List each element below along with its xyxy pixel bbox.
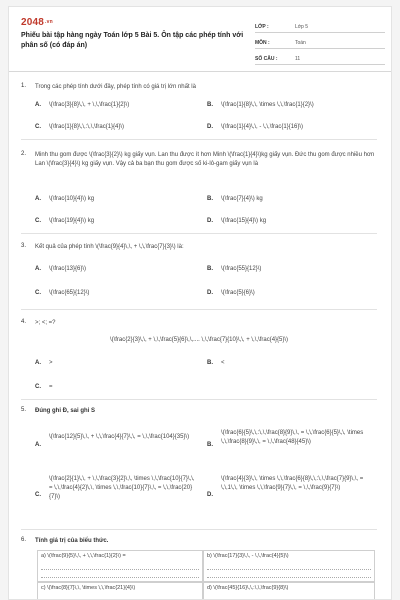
option-letter: D. (207, 290, 213, 296)
meta-label: SỐ CÂU : (255, 56, 278, 62)
meta-value: Lớp 5 (295, 24, 309, 30)
question-text: Kết quả của phép tính \(\frac{9}{4}\,\, + \,\,\frac{7}{3}\) là: (35, 244, 184, 250)
option-text: \(\frac{7}{4}\) kg (221, 196, 263, 202)
option-text: \(\frac{1}{4}\,\, - \,\,\frac{1}{16}\) (221, 124, 304, 130)
option-letter: B. (207, 360, 213, 366)
question-text: Trong các phép tính dưới đây, phép tính có giá trị lớn nhất là (35, 84, 196, 90)
site-logo[interactable] (21, 17, 53, 28)
calc-cell-d[interactable] (203, 582, 375, 600)
question-number: 6. (21, 537, 27, 543)
question-number: 5. (21, 407, 27, 413)
worksheet-header (9, 7, 391, 72)
answer-line (207, 577, 371, 578)
option-letter: B. (207, 102, 213, 108)
meta-row-count (255, 49, 385, 65)
option-text: < (221, 360, 225, 366)
option-text: \(\frac{1}{8}\,\,:\,\,\frac{1}{4}\) (49, 124, 125, 130)
option-letter: C. (35, 492, 41, 498)
question-text: >; <; =? (35, 320, 56, 326)
option-letter: A. (35, 360, 41, 366)
divider (21, 529, 377, 530)
answer-line (41, 569, 199, 570)
question-text: Đúng ghi Đ, sai ghi S (35, 408, 95, 414)
option-text: \(\frac{6}{5}\,\,:\,\,\frac{8}{9}\,\, = \,\,\frac{6}{5}\,\, \times \,\,\frac{8}{9}\,\, = \,\,\frac{48}{45}\) (221, 430, 364, 445)
question-number: 4. (21, 319, 27, 325)
option-letter: C. (35, 218, 41, 224)
option-text: \(\frac{13}{6}\) (49, 266, 87, 272)
option-text: \(\frac{10}{4}\) kg (49, 196, 95, 202)
option-text: > (49, 360, 53, 366)
option-text: \(\frac{5}{6}\) (221, 290, 255, 296)
option-letter: D. (207, 492, 213, 498)
divider (21, 233, 377, 234)
logo-tld: .vn (45, 19, 53, 26)
worksheet-meta (255, 17, 385, 65)
option-letter: A. (35, 266, 41, 272)
option-letter: A. (35, 196, 41, 202)
worksheet-page (8, 6, 392, 600)
divider (21, 399, 377, 400)
meta-row-class (255, 17, 385, 33)
option-text: \(\frac{55}{12}\) (221, 266, 262, 272)
option-text: \(\frac{1}{8}\,\, \times \,\,\frac{1}{2}\) (221, 102, 314, 108)
calc-cell-label: a) \(\frac{9}{5}\,\, + \,\,\frac{1}{2}\) = (41, 553, 126, 559)
question-text: Tính giá trị của biểu thức. (35, 538, 109, 544)
calc-cell-c[interactable] (37, 582, 203, 600)
answer-line (41, 577, 199, 578)
question-number: 1. (21, 83, 27, 89)
option-letter: B. (207, 196, 213, 202)
logo-text: 2048 (21, 17, 45, 28)
calc-cell-label: b) \(\frac{17}{3}\,\, - \,\,\frac{4}{5}\) (207, 553, 289, 559)
calc-cell-a[interactable] (37, 550, 203, 582)
option-text: = (49, 384, 53, 390)
option-letter: D. (207, 124, 213, 130)
meta-value: Toán (295, 40, 306, 46)
option-text: \(\frac{4}{3}\,\, \times \,\,\frac{6}{8}\,\,:\,\,\frac{7}{9}\,\, = \,\,1\,\, \times \,\,\frac{9}{7}\,\, = \,\,\frac{9}{7}\) (221, 476, 364, 491)
question-text: Minh thu gom được \(\frac{3}{2}\) kg giấy vụn. Lan thu được ít hơn Minh \(\frac{1}{4}\)kg giấy vụn. Đức thu gom được nhiều hơn Lan \(\frac{3}{4}\) kg giấy vụn. Vậy cả ba bạn thu gom được số ki-lô-gam giấy vụn là (35, 152, 375, 167)
option-text: \(\frac{3}{8}\,\, + \,\,\frac{1}{2}\) (49, 102, 130, 108)
option-text: \(\frac{15}{4}\) kg (221, 218, 267, 224)
divider (21, 309, 377, 310)
option-letter: A. (35, 442, 41, 448)
option-letter: B. (207, 266, 213, 272)
comparison-expression: \(\frac{2}{3}\,\, + \,\,\frac{5}{6}\,\,.... \,\,\frac{7}{10}\,\, + \,\,\frac{4}{5}\) (109, 337, 289, 343)
answer-line (207, 569, 371, 570)
question-number: 3. (21, 243, 27, 249)
option-letter: C. (35, 290, 41, 296)
option-letter: B. (207, 442, 213, 448)
question-number: 2. (21, 151, 27, 157)
option-letter: D. (207, 218, 213, 224)
calc-cell-b[interactable] (203, 550, 375, 582)
meta-label: LỚP : (255, 24, 269, 30)
option-letter: C. (35, 384, 41, 390)
option-text: \(\frac{12}{5}\,\, + \,\,\frac{4}{7}\,\, = \,\,\frac{104}{35}\) (49, 434, 190, 440)
calc-cell-label: c) \(\frac{8}{7}\,\, \times \,\,\frac{21}{4}\) (41, 585, 136, 591)
worksheet-title: Phiếu bài tập hàng ngày Toán lớp 5 Bài 5. Ôn tập các phép tính với phân số (có đáp án) (21, 32, 244, 49)
option-text: \(\frac{2}{1}\,\, + \,\,\frac{3}{2}\,\, \times \,\,\frac{10}{7}\,\, = \,\,\frac{4}{2}\,\, \times \,\,\frac{10}{7}\,\, = \,\,\frac{20}{7}\) (49, 476, 195, 500)
option-letter: A. (35, 102, 41, 108)
meta-row-subject (255, 33, 385, 49)
option-text: \(\frac{19}{4}\) kg (49, 218, 95, 224)
meta-label: MÔN : (255, 40, 270, 46)
option-letter: C. (35, 124, 41, 130)
option-text: \(\frac{65}{12}\) (49, 290, 90, 296)
meta-value: 11 (295, 56, 301, 62)
divider (21, 139, 377, 140)
calc-cell-label: d) \(\frac{45}{16}\,\,:\,\,\frac{9}{8}\) (207, 585, 289, 591)
